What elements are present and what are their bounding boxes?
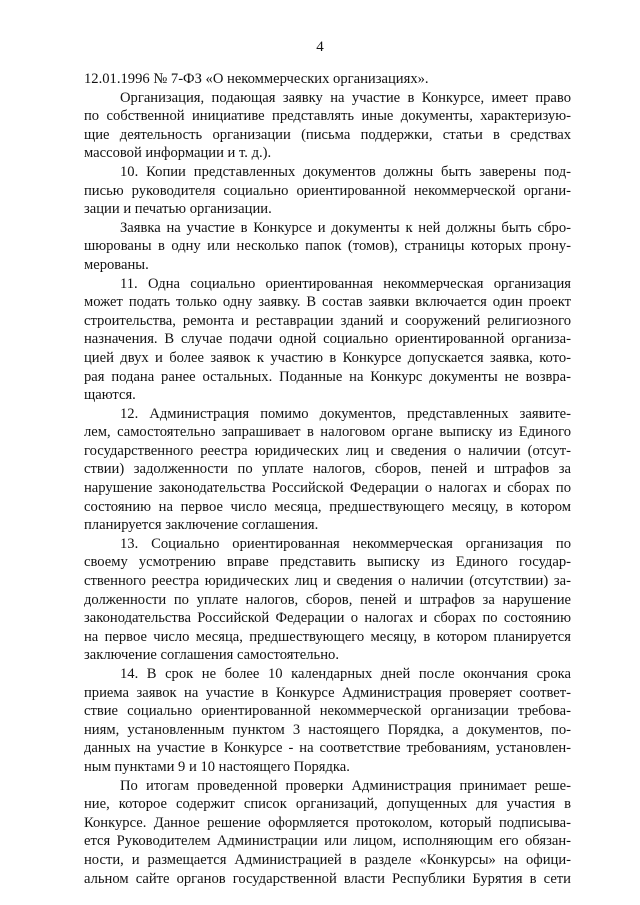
text-line: ние, которое содержит список организаций, допущенных для участия в xyxy=(84,796,571,813)
paragraph xyxy=(84,535,571,665)
text-line: ственного реестра юридических лиц и сведения о наличии (отсутствии) за- xyxy=(84,573,571,590)
text-line: шюрованы в одну или несколько папок (томов), страницы которых прону- xyxy=(84,238,571,255)
text-line: состоянию на первое число месяца, предшествующего месяцу, в котором xyxy=(84,498,571,515)
text-line: заключение соглашения самостоятельно. xyxy=(84,647,339,664)
text-line: государственного реестра юридических лиц и сведения о наличии (отсут- xyxy=(84,442,571,459)
text-line: зации и печатью организации. xyxy=(84,201,272,218)
text-line: ствие социально ориентированной некоммерческой организации требова- xyxy=(84,703,571,720)
paragraph xyxy=(84,163,571,219)
text-line: рая подана ранее остальных. Поданные на Конкурс документы не возвра- xyxy=(84,368,571,385)
text-line: ется Руководителем Администрации или лицом, исполняющим его обязан- xyxy=(84,833,571,850)
text-line: писью руководителя социально ориентированной некоммерческой органи- xyxy=(84,182,571,199)
text-line: своему усмотрению вправе представить выписку из Единого государ- xyxy=(84,554,571,571)
text-line: щаются. xyxy=(84,387,136,404)
text-line: планируется заключение соглашения. xyxy=(84,517,319,534)
paragraph xyxy=(84,665,571,777)
paragraph xyxy=(84,219,571,275)
text-line: данных на участие в Конкурсе - на соответствие требованиям, установлен- xyxy=(84,740,571,757)
text-line: может подать только одну заявку. В состав заявки включается один проект xyxy=(84,294,571,311)
paragraph xyxy=(84,70,571,89)
text-line: нарушение законодательства Российской Федерации о налогах и сборах по xyxy=(84,480,571,497)
text-line: массовой информации и т. д.). xyxy=(84,145,272,162)
text-line: назначения. В случае подачи одной социально ориентированной организа- xyxy=(84,331,571,348)
paragraph xyxy=(84,777,571,889)
page-number: 4 xyxy=(316,39,324,55)
text-line: долженности по уплате налогов, сборов, пеней и штрафов за нарушение xyxy=(84,591,571,608)
text-line: 11. Одна социально ориентированная некоммерческая организация xyxy=(120,275,571,292)
text-line: ствии) задолженности по уплате налогов, сборов, пеней и штрафов за xyxy=(84,461,571,478)
text-line: 12. Администрация помимо документов, представленных заявите- xyxy=(120,405,571,422)
text-line: цией двух и более заявок к участию в Конкурсе допускается заявка, кото- xyxy=(84,349,571,366)
paragraph xyxy=(84,275,571,405)
paragraph xyxy=(84,405,571,535)
text-line: мерованы. xyxy=(84,256,149,273)
text-line: 10. Копии представленных документов должны быть заверены под- xyxy=(120,163,571,180)
paragraph xyxy=(84,89,571,163)
text-line: лем, самостоятельно запрашивает в налоговом органе выписку из Единого xyxy=(84,424,571,441)
text-line: на первое число месяца, предшествующего месяцу, в котором планируется xyxy=(84,628,571,645)
text-line: Заявка на участие в Конкурсе и документы к ней должны быть сбро- xyxy=(120,219,571,236)
text-line: законодательства Российской Федерации о налогах и сборах по состоянию xyxy=(84,610,571,627)
text-line: ниям, установленным пунктом 3 настоящего Порядка, а документов, по- xyxy=(84,721,571,738)
text-line: Организация, подающая заявку на участие в Конкурсе, имеет право xyxy=(120,89,571,106)
text-line: альном сайте органов государственной власти Республики Бурятия в сети xyxy=(84,870,571,887)
text-line: по собственной инициативе представлять иные документы, характеризую- xyxy=(84,108,571,125)
text-line: приема заявок на участие в Конкурсе Администрация проверяет соответ- xyxy=(84,684,571,701)
text-line: 12.01.1996 № 7-ФЗ «О некоммерческих организациях». xyxy=(84,71,429,87)
text-line: щие деятельность организации (письма поддержки, статьи в средствах xyxy=(84,126,571,143)
text-line: ности, и размещается Администрацией в разделе «Конкурсы» на офици- xyxy=(84,851,571,868)
document-body xyxy=(84,70,571,888)
text-line: 13. Социально ориентированная некоммерческая организация по xyxy=(120,535,571,552)
text-line: По итогам проведенной проверки Администрация принимает реше- xyxy=(120,777,571,794)
text-line: Конкурсе. Данное решение оформляется протоколом, который подписыва- xyxy=(84,814,571,831)
text-line: 14. В срок не более 10 календарных дней после окончания срока xyxy=(120,666,571,682)
text-line: ным пунктами 9 и 10 настоящего Порядка. xyxy=(84,758,350,775)
text-line: строительства, ремонта и реставрации зданий и сооружений религиозного xyxy=(84,312,571,329)
